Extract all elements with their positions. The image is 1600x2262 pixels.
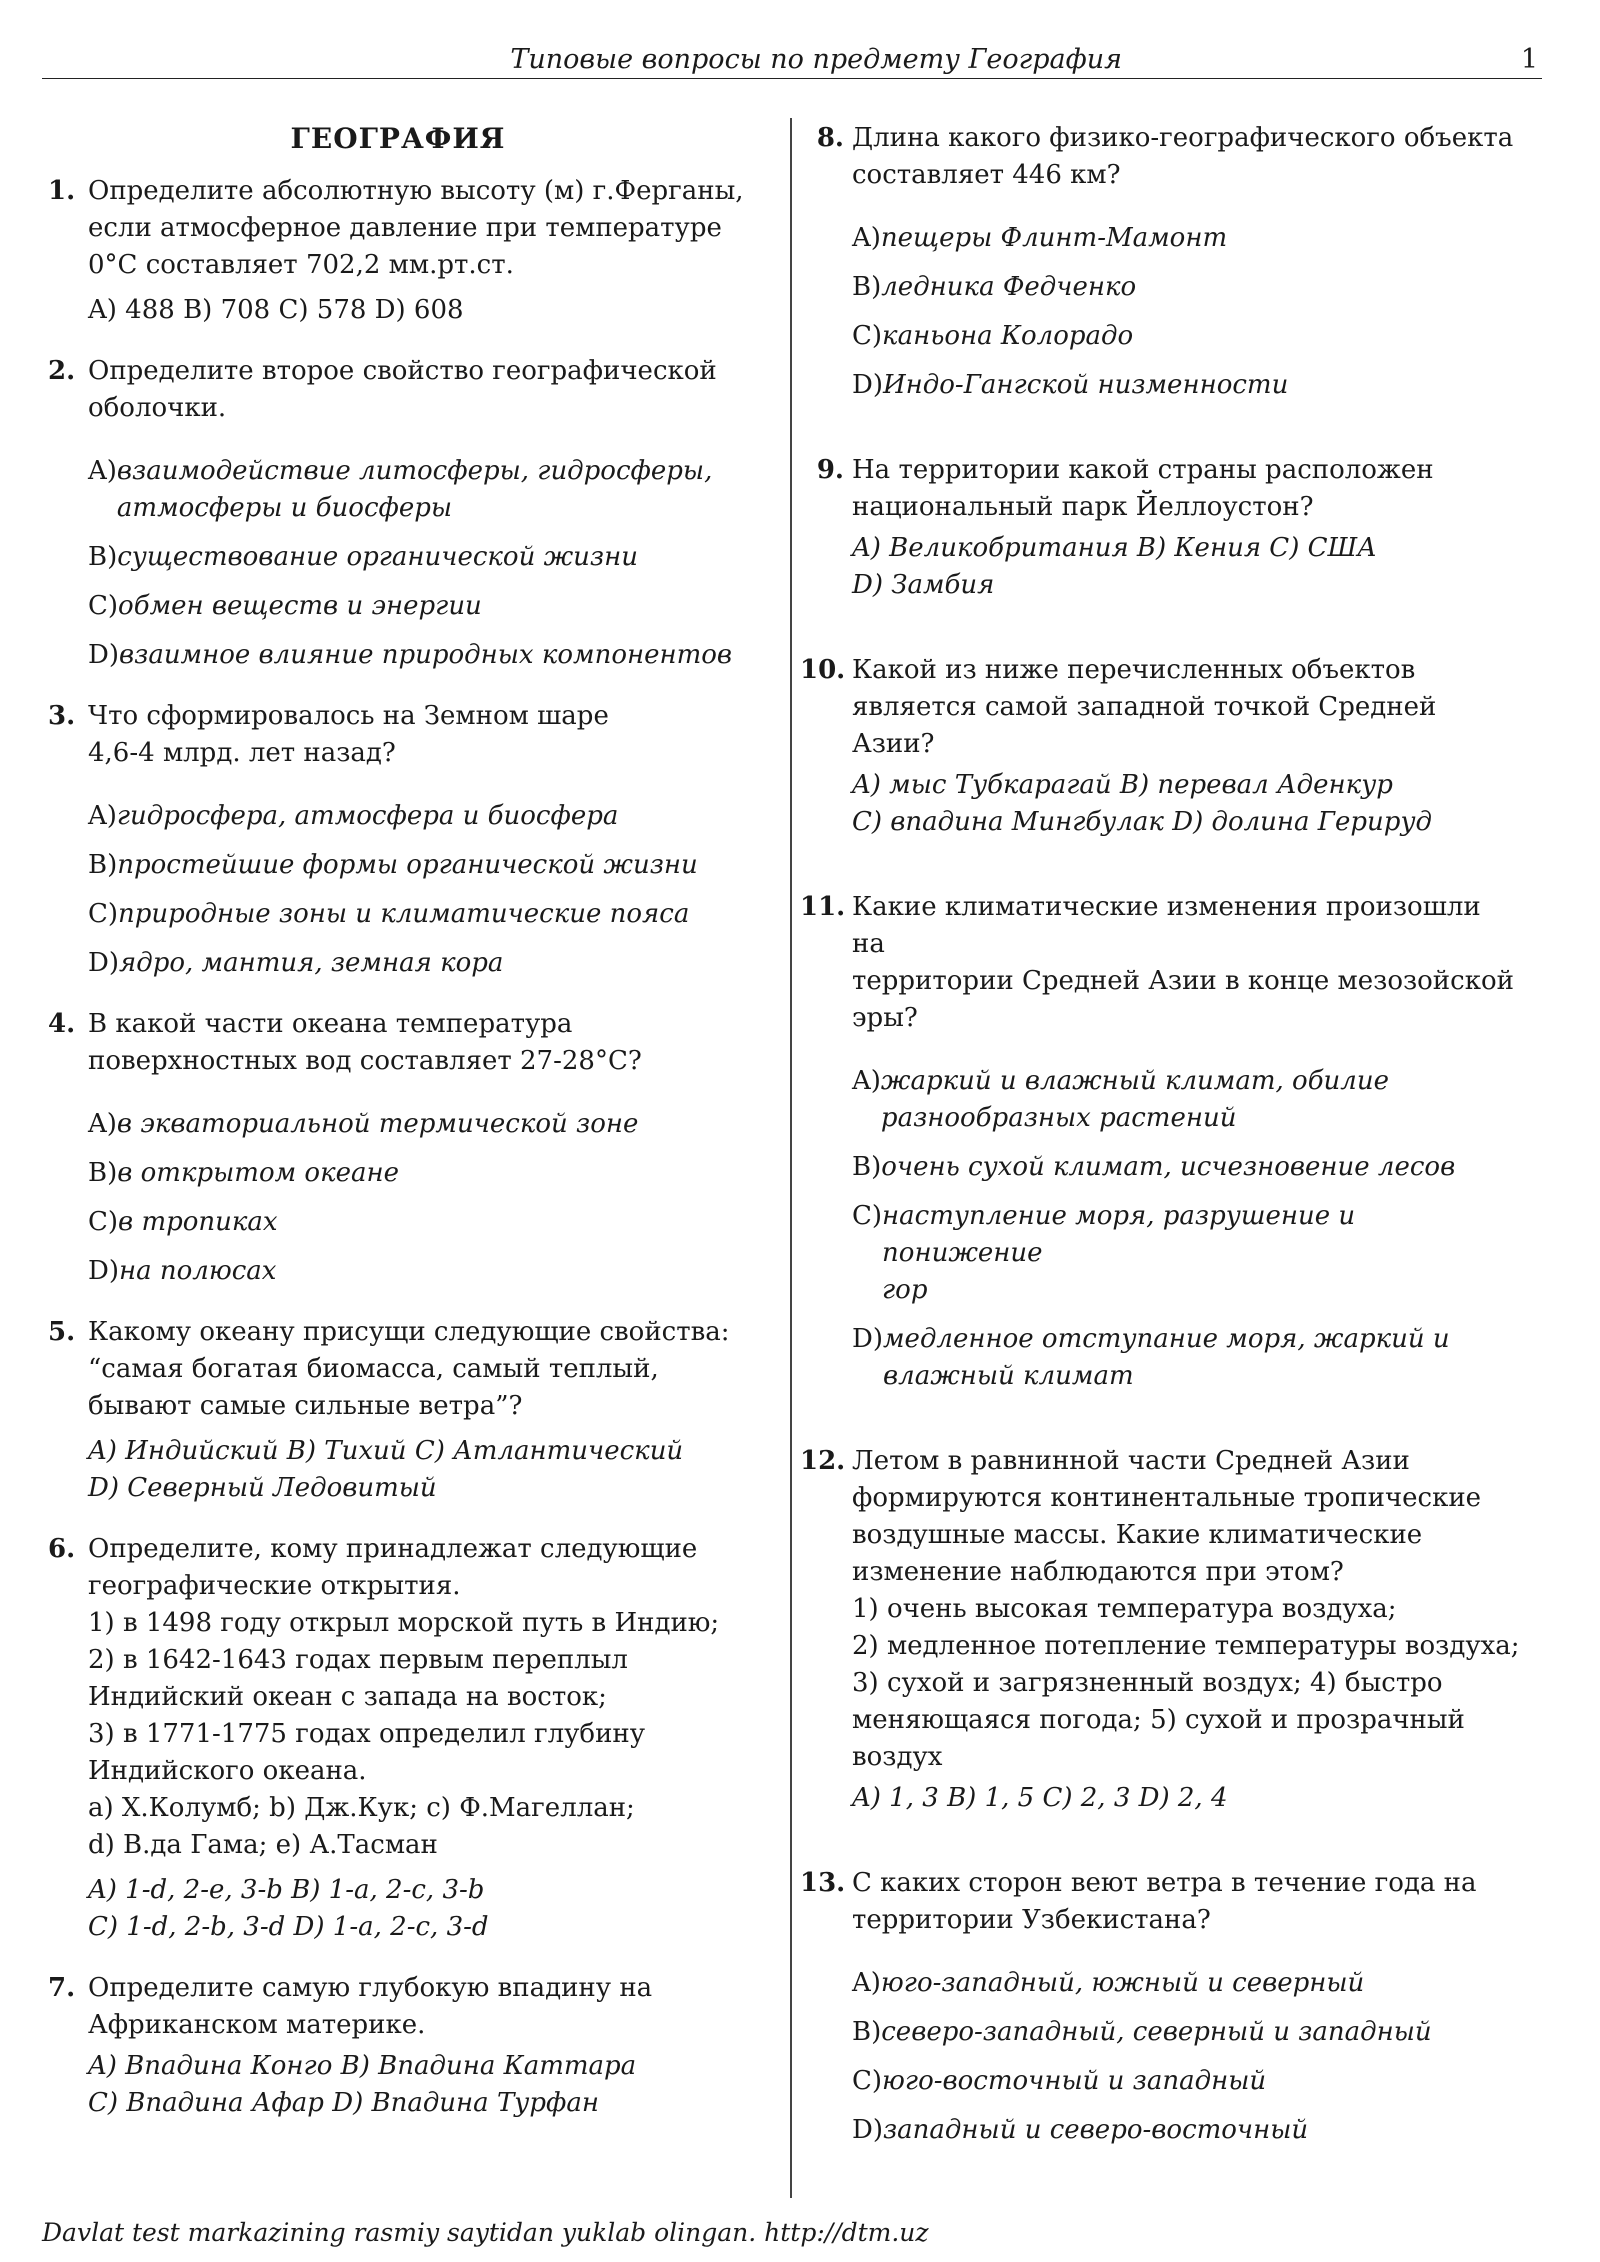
column-divider <box>790 118 792 2198</box>
option-d: D) на полюсах <box>88 1256 277 1286</box>
question-text: Какой из ниже перечисленных объектов является самой западной точкой Средней Азии? <box>852 655 1437 759</box>
answer-options: A) Великобритания B) Кения C) США D) Замбия <box>852 533 1377 600</box>
question-number: 3. <box>48 701 76 731</box>
answer-options <box>852 220 1520 404</box>
question-2 <box>48 353 748 674</box>
question-text: Определите, кому принадлежат следующие географические открытия. 1) в 1498 году открыл морской путь в Индию; 2) в 1642-1643 годах первым переплыл Индийский океан с запада на восток; 3) в 1771-1775 годах определил глубину Индийского океана. a) Х.Колумб; b) Дж.Кук; c) Ф.Магеллан; d) В.да Гама; e) А.Тасман <box>88 1534 720 1860</box>
option-b: B) в открытом океане <box>88 1158 400 1188</box>
page-number: 1 <box>1520 44 1538 75</box>
question-text: В какой части океана температура поверхностных вод составляет 27-28°C? <box>88 1009 642 1076</box>
question-number: 12. <box>800 1446 846 1476</box>
question-number: 5. <box>48 1317 76 1347</box>
option-d: D) западный и северо-восточный <box>852 2115 1309 2145</box>
option-d: D) Индо-Гангской низменности <box>852 370 1289 400</box>
option-d: D) медленное отступание моря, жаркий и влажный климат <box>852 1324 1450 1391</box>
question-1 <box>48 173 748 329</box>
question-text: Какому океану присущи следующие свойства: “самая богатая биомасса, самый теплый, бывают самые сильные ветра”? <box>88 1317 730 1421</box>
question-number: 10. <box>800 655 846 685</box>
answer-options: A) 1, 3 B) 1, 5 C) 2, 3 D) 2, 4 <box>852 1783 1228 1813</box>
answer-options: A) 1-d, 2-e, 3-b B) 1-a, 2-c, 3-b C) 1-d, 2-b, 3-d D) 1-a, 2-c, 3-d <box>88 1875 489 1942</box>
option-a: A) взаимодействие литосферы, гидросферы, атмосферы и биосферы <box>88 456 713 523</box>
option-b: B) простейшие формы органической жизни <box>88 850 698 880</box>
answer-options <box>88 798 748 982</box>
question-6 <box>48 1531 748 1946</box>
answer-options <box>88 1106 748 1290</box>
question-number: 7. <box>48 1973 76 2003</box>
question-text: Что сформировалось на Земном шаре 4,6-4 млрд. лет назад? <box>88 701 609 768</box>
option-a: A) жаркий и влажный климат, обилие разнообразных растений <box>852 1066 1389 1133</box>
option-b: B) ледника Федченко <box>852 272 1137 302</box>
question-text: На территории какой страны расположен национальный парк Йеллоустон? <box>852 455 1434 522</box>
option-c: C) в тропиках <box>88 1207 278 1237</box>
section-title: ГЕОГРАФИЯ <box>290 122 506 155</box>
option-a: A) гидросфера, атмосфера и биосфера <box>88 801 619 831</box>
option-a: A) юго-западный, южный и северный <box>852 1968 1365 1998</box>
question-number: 1. <box>48 176 76 206</box>
left-column <box>48 120 748 2146</box>
question-11 <box>800 889 1520 1395</box>
option-d: D) ядро, мантия, земная кора <box>88 948 504 978</box>
option-a: A) пещеры Флинт-Мамонт <box>852 223 1228 253</box>
right-column <box>800 120 1520 2173</box>
question-number: 9. <box>816 455 844 485</box>
answer-options <box>852 1063 1520 1395</box>
answer-options <box>852 1965 1520 2149</box>
page-footer: Davlat test markazining rasmiy saytidan yuklab olingan. http://dtm.uz <box>42 2218 929 2247</box>
answer-options <box>88 453 748 674</box>
question-12 <box>800 1443 1520 1817</box>
question-9 <box>800 452 1520 604</box>
option-c: C) природные зоны и климатические пояса <box>88 899 690 929</box>
option-d: D) взаимное влияние природных компонентов <box>88 640 733 670</box>
question-number: 13. <box>800 1868 846 1898</box>
question-text: Длина какого физико-географического объекта составляет 446 км? <box>852 123 1514 190</box>
question-8 <box>800 120 1520 404</box>
question-13 <box>800 1865 1520 2149</box>
option-c: C) наступление моря, разрушение и понижение гор <box>852 1201 1356 1305</box>
option-b: B) северо-западный, северный и западный <box>852 2017 1432 2047</box>
question-text: Летом в равнинной части Средней Азии формируются континентальные тропические воздушные массы. Какие климатические изменение наблюдаются при этом? 1) очень высокая температура воздуха; 2) медленное потепление температуры воздуха; 3) сухой и загрязненный воздух; 4) быстро меняющаяся погода; 5) сухой и прозрачный воздух <box>852 1446 1520 1772</box>
option-b: B) существование органической жизни <box>88 542 638 572</box>
question-number: 8. <box>816 123 844 153</box>
option-a: A) в экваториальной термической зоне <box>88 1109 639 1139</box>
option-c: C) юго-восточный и западный <box>852 2066 1267 2096</box>
question-5 <box>48 1314 748 1507</box>
question-number: 4. <box>48 1009 76 1039</box>
question-3 <box>48 698 748 982</box>
answer-options: A) 488 B) 708 C) 578 D) 608 <box>88 295 464 325</box>
question-number: 2. <box>48 356 76 386</box>
page-header <box>42 44 1542 79</box>
question-text: Определите абсолютную высоту (м) г.Ферганы, если атмосферное давление при температуре 0°C составляет 702,2 мм.рт.ст. <box>88 176 744 280</box>
question-text: Определите самую глубокую впадину на Африканском материке. <box>88 1973 653 2040</box>
question-number: 6. <box>48 1534 76 1564</box>
question-10 <box>800 652 1520 841</box>
question-text: Определите второе свойство географической оболочки. <box>88 356 717 423</box>
option-c: C) обмен веществ и энергии <box>88 591 482 621</box>
option-c: C) каньона Колорадо <box>852 321 1134 351</box>
question-7 <box>48 1970 748 2122</box>
question-text: Какие климатические изменения произошли на территории Средней Азии в конце мезозойской эры? <box>852 892 1514 1033</box>
question-number: 11. <box>800 892 846 922</box>
answer-options: A) Впадина Конго B) Впадина Каттара C) Впадина Афар D) Впадина Турфан <box>88 2051 637 2118</box>
header-title: Типовые вопросы по предмету География <box>510 44 1122 75</box>
option-b: B) очень сухой климат, исчезновение лесов <box>852 1152 1456 1182</box>
question-4 <box>48 1006 748 1290</box>
answer-options: A) мыс Тубкарагай B) перевал Аденкур C) впадина Мингбулак D) долина Герируд <box>852 770 1432 837</box>
answer-options: A) Индийский B) Тихий C) Атлантический D) Северный Ледовитый <box>88 1436 684 1503</box>
question-text: С каких сторон веют ветра в течение года на территории Узбекистана? <box>852 1868 1477 1935</box>
